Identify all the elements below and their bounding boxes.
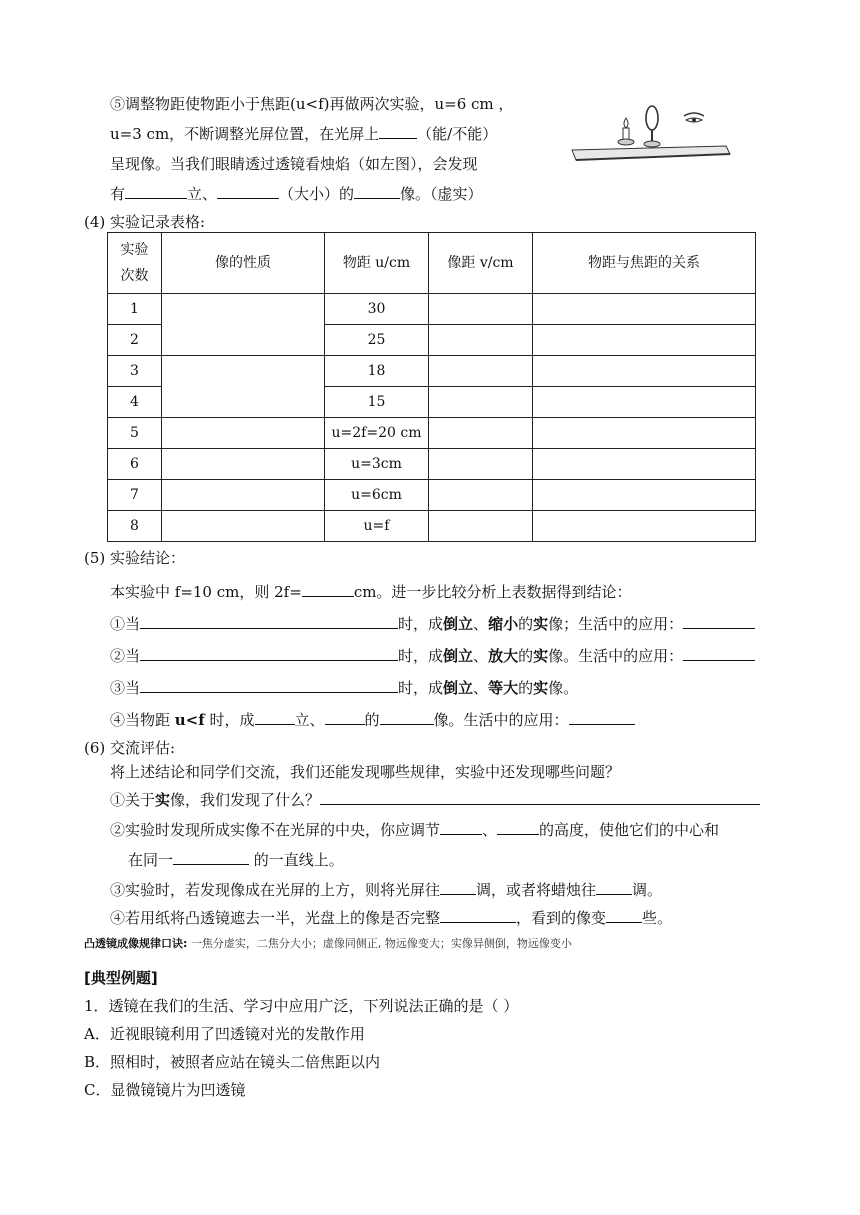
answer-blank[interactable]	[140, 676, 398, 693]
relation-cell[interactable]	[533, 511, 756, 542]
object-distance: u=f	[325, 511, 429, 542]
object-distance: u=2f=20 cm	[325, 418, 429, 449]
answer-blank[interactable]	[440, 818, 482, 835]
answer-blank[interactable]	[379, 122, 417, 139]
question-text: 些。	[642, 909, 673, 927]
conclusion-text: 时，成	[204, 711, 255, 729]
conclusion-1	[110, 612, 755, 634]
relation-cell[interactable]	[533, 325, 756, 356]
trial-number: 1	[108, 294, 162, 325]
evaluation-q3	[110, 878, 662, 900]
table-row	[108, 449, 756, 480]
trial-number: 2	[108, 325, 162, 356]
answer-blank[interactable]	[140, 612, 398, 629]
examples-title: [典型例题]	[84, 969, 158, 987]
image-nature-cell[interactable]	[162, 356, 325, 418]
object-distance: 18	[325, 356, 429, 387]
lens-candle-illustration	[568, 98, 734, 164]
example-option-a[interactable]: A．近视眼镜利用了凹透镜对光的发散作用	[84, 1025, 365, 1043]
table-row	[108, 511, 756, 542]
answer-blank[interactable]	[302, 580, 354, 597]
eye-icon	[684, 113, 704, 116]
image-nature-cell[interactable]	[162, 480, 325, 511]
image-nature-cell[interactable]	[162, 449, 325, 480]
conclusion-text: 、	[473, 647, 489, 665]
table-row	[108, 418, 756, 449]
example-question-1: 1．透镜在我们的生活、学习中应用广泛，下列说法正确的是（ ）	[84, 997, 519, 1015]
conclusion-text: 的	[518, 615, 534, 633]
object-distance: 25	[325, 325, 429, 356]
trial-number: 8	[108, 511, 162, 542]
evaluation-q1	[110, 788, 760, 810]
header-trial-number: 实验 次数	[108, 233, 162, 294]
conclusion-2	[110, 644, 755, 666]
step5-line4-text: 像。（虚实）	[400, 185, 483, 203]
evaluation-q2	[110, 818, 719, 840]
answer-blank[interactable]	[140, 644, 398, 661]
conclusion-text: 的	[364, 711, 380, 729]
step5-line2	[110, 122, 497, 144]
step5-line3: 呈现像。当我们眼睛透过透镜看烛焰（如左图），会发现	[110, 155, 478, 173]
trial-number: 7	[108, 480, 162, 511]
intro-text: cm。进一步比较分析上表数据得到结论：	[353, 583, 632, 601]
conclusion-keyword: 倒立	[443, 647, 474, 665]
mnemonic	[84, 934, 572, 954]
table-row	[108, 356, 756, 387]
image-nature-cell[interactable]	[162, 294, 325, 356]
answer-blank[interactable]	[354, 182, 400, 199]
conclusion-text: 的	[518, 679, 534, 697]
answer-blank[interactable]	[606, 906, 642, 923]
relation-cell[interactable]	[533, 294, 756, 325]
conclusion-text: ①当	[110, 615, 141, 633]
conclusion-keyword: 倒立	[443, 679, 474, 697]
question-keyword: 实	[155, 791, 171, 809]
question-text: ③实验时，若发现像成在光屏的上方，则将光屏往	[110, 881, 441, 899]
section5-title: (5) 实验结论：	[84, 549, 186, 567]
question-text: ④若用纸将凸透镜遮去一半，光盘上的像是否完整	[110, 909, 441, 927]
step5-line2-option: （能/不能）	[417, 125, 498, 143]
experiment-record-table	[107, 232, 756, 542]
mnemonic-text: 一焦分虚实，二焦分大小；虚像同侧正, 物远像变大；实像异侧倒，物远像变小	[187, 937, 572, 950]
question-text: ①关于	[110, 791, 156, 809]
image-nature-cell[interactable]	[162, 418, 325, 449]
header-image-distance: 像距 v/cm	[429, 233, 533, 294]
conclusion-3	[110, 676, 578, 698]
conclusion-text: 、	[473, 679, 489, 697]
section5-intro	[110, 580, 631, 602]
conclusion-keyword: 实	[533, 679, 549, 697]
conclusion-text: 像。生活中的应用：	[548, 647, 684, 665]
question-text: 的一直线上。	[249, 851, 344, 869]
conclusion-text: 像。	[548, 679, 579, 697]
conclusion-keyword: 实	[533, 615, 549, 633]
answer-blank[interactable]	[569, 708, 635, 725]
conclusion-text: 像；生活中的应用：	[548, 615, 684, 633]
evaluation-q4	[110, 906, 672, 928]
question-text: 像，我们发现了什么？	[170, 791, 321, 809]
conclusion-text: ④当物距	[110, 711, 175, 729]
conclusion-text: 的	[518, 647, 534, 665]
step5-line4-text: 立、	[187, 185, 218, 203]
table-row	[108, 294, 756, 325]
image-distance-cell[interactable]	[429, 387, 533, 418]
answer-blank[interactable]	[497, 818, 539, 835]
question-text: 调。	[632, 881, 663, 899]
step5-line1: ⑤调整物距使物距小于焦距(u<f)再做两次实验，u=6 cm ，	[110, 95, 514, 113]
step5-line4	[110, 182, 483, 204]
answer-blank[interactable]	[596, 878, 632, 895]
answer-blank[interactable]	[683, 612, 755, 629]
conclusion-text: ②当	[110, 647, 141, 665]
trial-number: 5	[108, 418, 162, 449]
conclusion-text: 时，成	[398, 615, 444, 633]
relation-cell[interactable]	[533, 356, 756, 387]
answer-blank[interactable]	[125, 182, 187, 199]
answer-blank[interactable]	[440, 906, 516, 923]
question-text: 调，或者将蜡烛往	[476, 881, 597, 899]
section6-intro: 将上述结论和同学们交流，我们还能发现哪些规律，实验中还发现哪些问题？	[110, 763, 621, 781]
example-option-c[interactable]: C．显微镜镜片为凹透镜	[84, 1081, 246, 1099]
step5-line4-text: 有	[110, 185, 126, 203]
conclusion-text: ③当	[110, 679, 141, 697]
object-distance: 15	[325, 387, 429, 418]
table-row	[108, 480, 756, 511]
relation-cell[interactable]	[533, 449, 756, 480]
object-distance: u=3cm	[325, 449, 429, 480]
answer-blank[interactable]	[683, 644, 755, 661]
conclusion-keyword: 等大	[488, 679, 519, 697]
lens-icon	[646, 106, 658, 130]
image-distance-cell[interactable]	[429, 356, 533, 387]
header-image-nature: 像的性质	[162, 233, 325, 294]
relation-cell[interactable]	[533, 387, 756, 418]
step5-line2-text: u=3 cm，不断调整光屏位置，在光屏上	[110, 125, 380, 143]
conclusion-keyword: u<f	[174, 711, 205, 729]
answer-blank[interactable]	[255, 708, 295, 725]
header-object-distance: 物距 u/cm	[325, 233, 429, 294]
relation-cell[interactable]	[533, 480, 756, 511]
conclusion-text: 像。生活中的应用：	[433, 711, 569, 729]
trial-number: 6	[108, 449, 162, 480]
conclusion-text: 时，成	[398, 679, 444, 697]
answer-blank[interactable]	[440, 878, 476, 895]
answer-blank[interactable]	[320, 788, 760, 805]
example-option-b[interactable]: B．照相时，被照者应站在镜头二倍焦距以内	[84, 1053, 381, 1071]
conclusion-text: 、	[473, 615, 489, 633]
conclusion-4	[110, 708, 635, 730]
mnemonic-label: 凸透镜成像规律口诀:	[84, 937, 188, 950]
question-text: 、	[482, 821, 498, 839]
conclusion-keyword: 实	[533, 647, 549, 665]
trial-number: 3	[108, 356, 162, 387]
section6-title: (6) 交流评估:	[84, 739, 176, 757]
candle-icon	[623, 128, 629, 140]
conclusion-text: 时，成	[398, 647, 444, 665]
image-nature-cell[interactable]	[162, 511, 325, 542]
image-distance-cell[interactable]	[429, 294, 533, 325]
image-distance-cell[interactable]	[429, 480, 533, 511]
answer-blank[interactable]	[325, 708, 365, 725]
image-distance-cell[interactable]	[429, 418, 533, 449]
answer-blank[interactable]	[173, 848, 249, 865]
step5-line4-text: （大小）的	[279, 185, 355, 203]
answer-blank[interactable]	[380, 708, 434, 725]
conclusion-keyword: 倒立	[443, 615, 474, 633]
image-distance-cell[interactable]	[429, 325, 533, 356]
relation-cell[interactable]	[533, 418, 756, 449]
object-distance: u=6cm	[325, 480, 429, 511]
question-text: 在同一	[128, 851, 174, 869]
question-text: ，看到的像变	[516, 909, 607, 927]
intro-text: 本实验中 f=10 cm，则 2f=	[110, 583, 302, 601]
trial-number: 4	[108, 387, 162, 418]
answer-blank[interactable]	[217, 182, 279, 199]
image-distance-cell[interactable]	[429, 449, 533, 480]
image-distance-cell[interactable]	[429, 511, 533, 542]
conclusion-keyword: 缩小	[488, 615, 519, 633]
section4-title: (4) 实验记录表格:	[84, 213, 206, 231]
question-text: ②实验时发现所成实像不在光屏的中央，你应调节	[110, 821, 441, 839]
object-distance: 30	[325, 294, 429, 325]
question-text: 的高度，使他它们的中心和	[539, 821, 720, 839]
header-relation: 物距与焦距的关系	[533, 233, 756, 294]
conclusion-keyword: 放大	[488, 647, 519, 665]
conclusion-text: 立、	[294, 711, 325, 729]
evaluation-q2-cont	[128, 848, 344, 870]
